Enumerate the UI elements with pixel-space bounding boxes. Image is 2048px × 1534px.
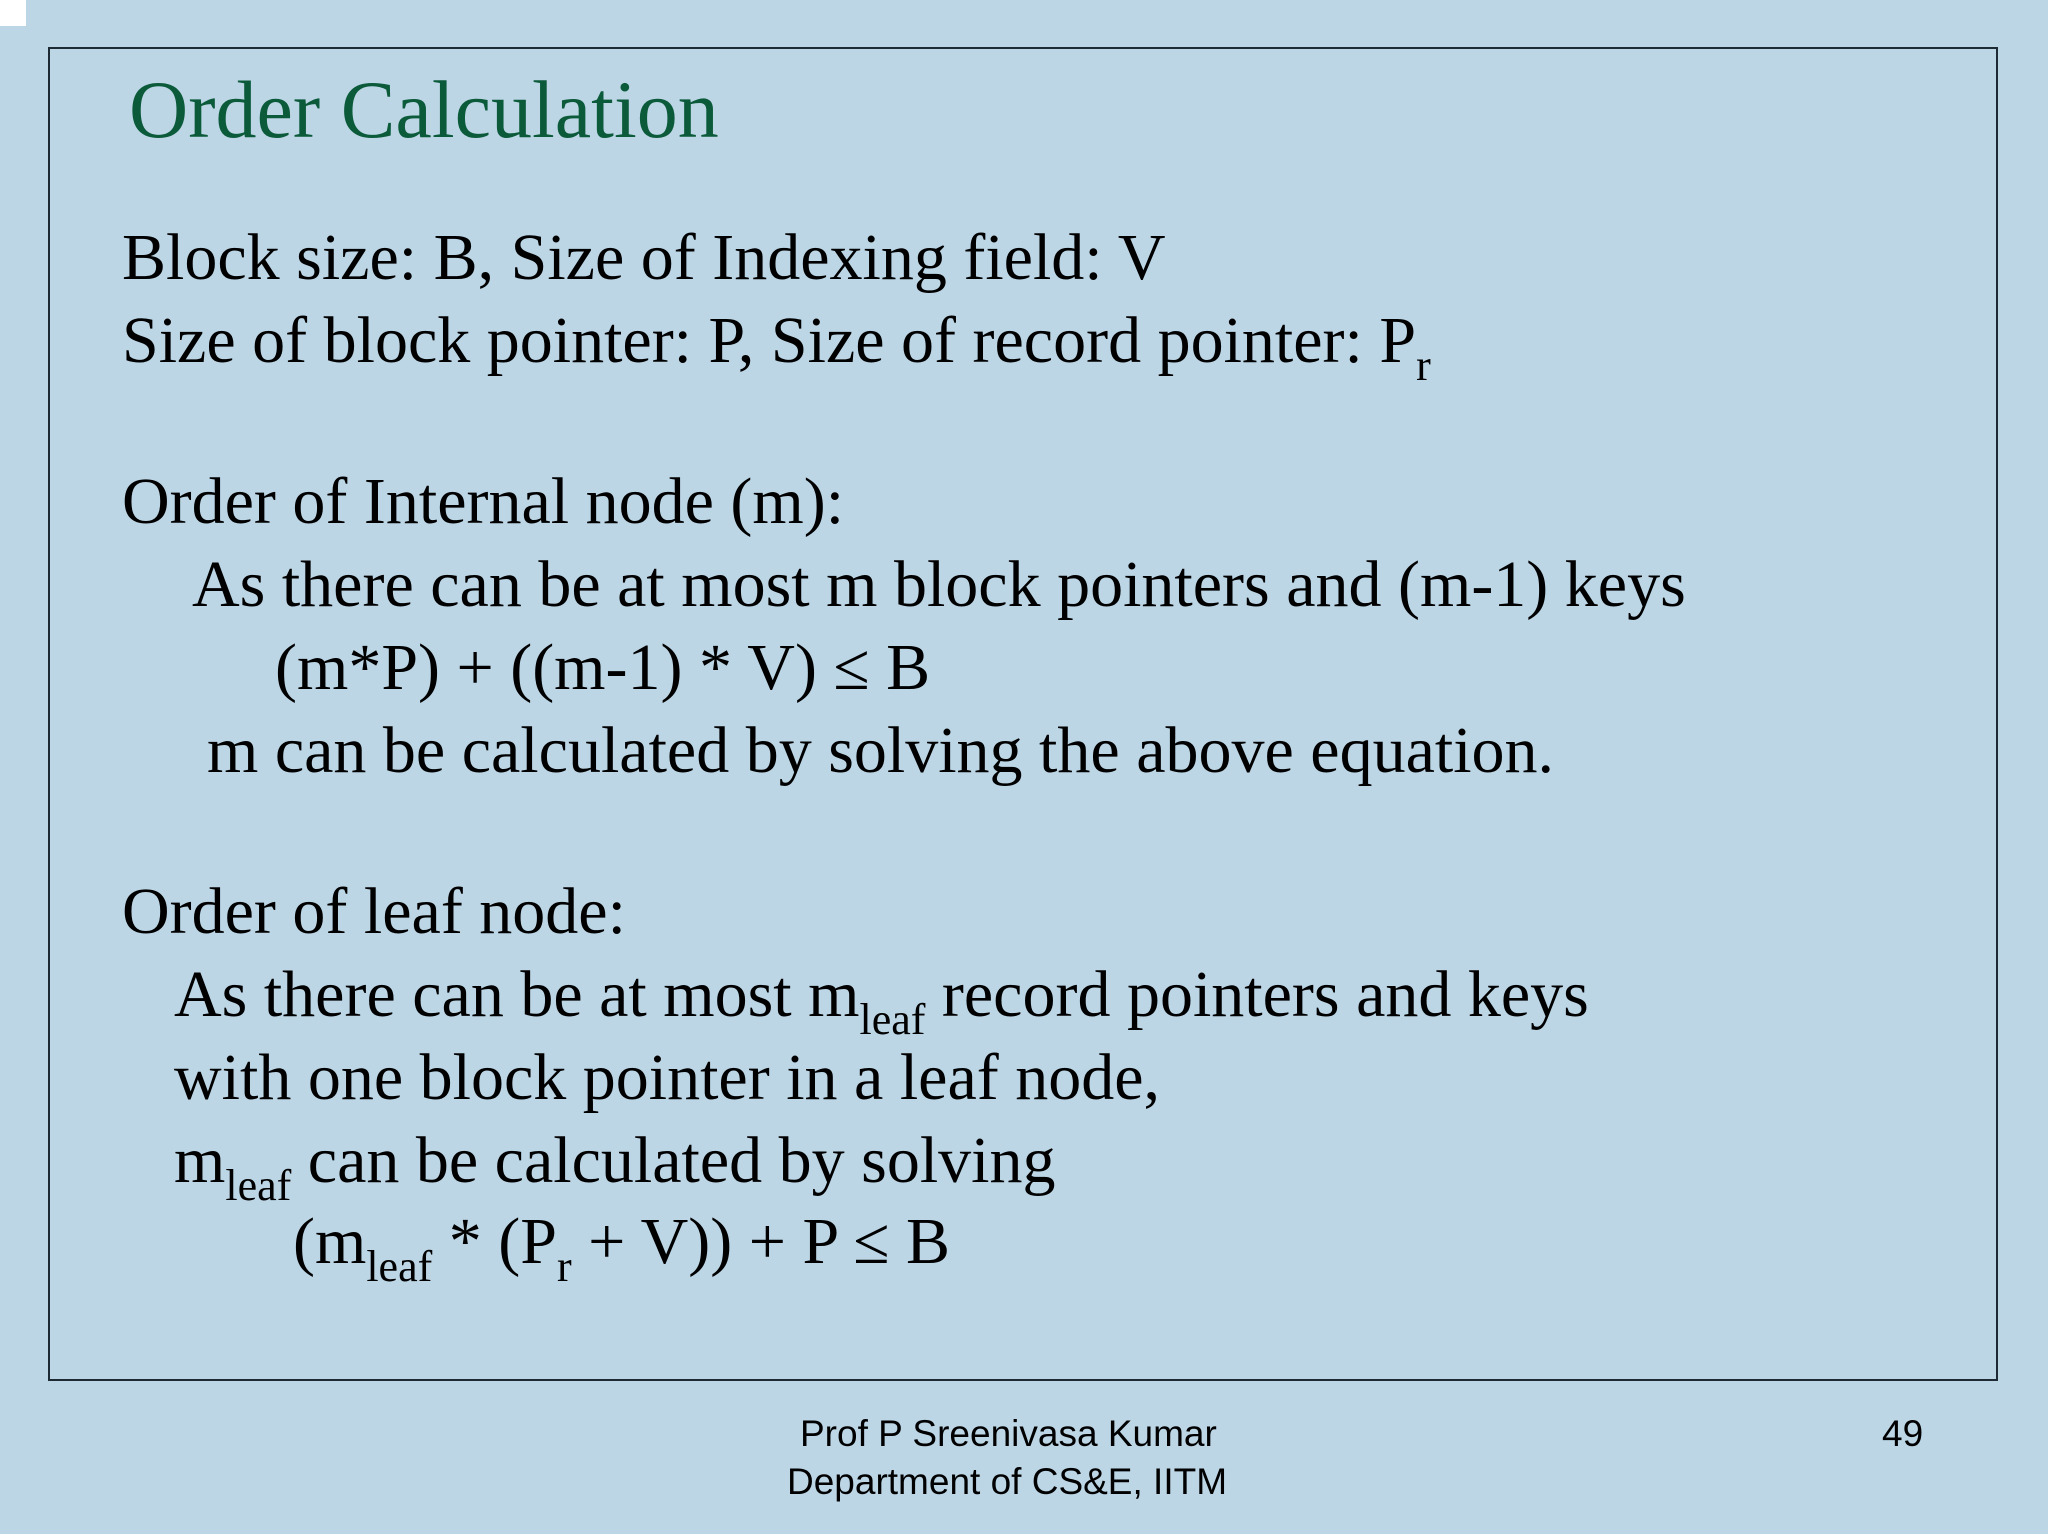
leaf-formula-part-c: + V)) + P ≤ B (571, 1205, 950, 1278)
leaf-node-heading: Order of leaf node: (122, 875, 626, 948)
slide-title: Order Calculation (129, 64, 719, 155)
leaf-desc3-subscript: leaf (225, 1161, 292, 1210)
internal-node-formula: (m*P) + ((m-1) * V) ≤ B (275, 631, 931, 704)
params-line-block-size: Block size: B, Size of Indexing field: V (122, 221, 1166, 294)
leaf-desc1-pre: As there can be at most m (174, 958, 860, 1031)
leaf-formula-part-a: (m (293, 1205, 367, 1278)
leaf-formula-subscript-leaf: leaf (366, 1242, 433, 1291)
internal-node-description: As there can be at most m block pointers and (m-1) keys (192, 548, 1686, 621)
footer-author: Prof P Sreenivasa Kumar (800, 1413, 1217, 1454)
leaf-node-description-3 (174, 1121, 1056, 1210)
record-pointer-subscript: r (1416, 341, 1431, 390)
leaf-node-formula (293, 1202, 950, 1291)
footer-department: Department of CS&E, IITM (787, 1461, 1228, 1502)
internal-node-note: m can be calculated by solving the above equation. (207, 714, 1555, 787)
leaf-desc1-post: record pointers and keys (925, 958, 1589, 1031)
leaf-desc1-subscript: leaf (859, 995, 926, 1044)
leaf-node-description-2: with one block pointer in a leaf node, (174, 1041, 1161, 1114)
leaf-desc3-post: can be calculated by solving (291, 1124, 1056, 1197)
leaf-formula-subscript-r: r (556, 1242, 572, 1291)
corner-mark (0, 0, 26, 26)
params-line-pointers (122, 301, 1431, 390)
params-line-pointers-text: Size of block pointer: P, Size of record pointer: P (122, 304, 1417, 377)
slide-page-number: 49 (1882, 1413, 1924, 1454)
leaf-formula-part-b: * (P (432, 1205, 557, 1278)
leaf-desc3-pre: m (174, 1124, 226, 1197)
leaf-node-description-1 (174, 955, 1589, 1044)
internal-node-heading: Order of Internal node (m): (122, 465, 845, 538)
